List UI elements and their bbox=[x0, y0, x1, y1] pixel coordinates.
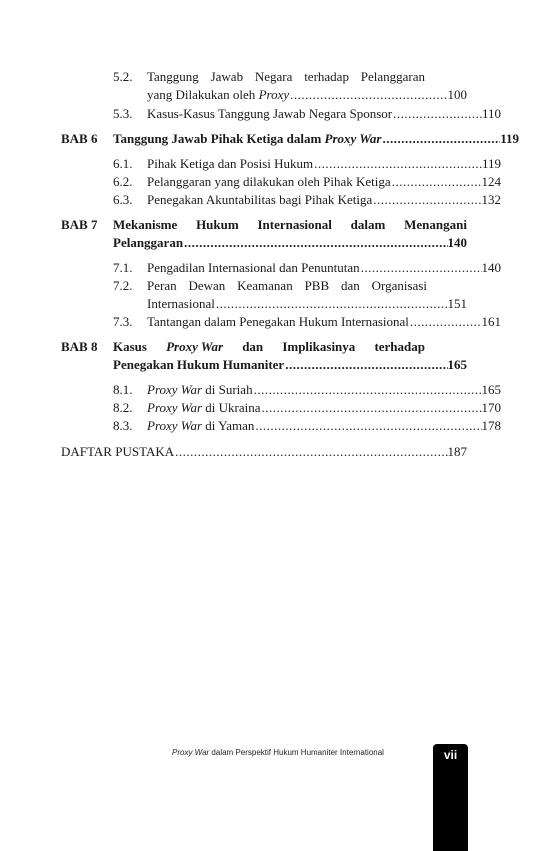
toc-entry-8-1[interactable] bbox=[113, 381, 501, 398]
toc-page-number: 178 bbox=[481, 418, 501, 433]
chapter-title-line2: Penegakan Hukum Humaniter ..... 165 bbox=[113, 356, 467, 373]
toc-title: Pengadilan Internasional dan Penuntutan bbox=[147, 260, 360, 275]
dot-leader bbox=[215, 295, 448, 312]
dot-leader bbox=[392, 105, 482, 122]
toc-page-number: 140 bbox=[481, 260, 501, 275]
dot-leader bbox=[382, 130, 501, 147]
toc-title: Proxy War di Yaman bbox=[147, 418, 255, 433]
toc-page-number: 119 bbox=[481, 156, 501, 171]
toc-page-number: 100 bbox=[447, 87, 467, 102]
dot-leader bbox=[360, 259, 482, 276]
dot-leader bbox=[183, 234, 447, 251]
chapter-title-line1: Kasus Proxy War dan Implikasinya terhadap bbox=[113, 339, 425, 354]
toc-page-number: 187 bbox=[447, 444, 467, 459]
toc-entry-7-3[interactable] bbox=[113, 313, 501, 330]
dot-leader bbox=[253, 381, 482, 398]
toc-title: Proxy War di Ukraina bbox=[147, 400, 261, 415]
toc-number: 7.1. bbox=[113, 260, 133, 275]
toc-entry-8-2[interactable] bbox=[113, 399, 501, 416]
toc-number: 6.3. bbox=[113, 192, 133, 207]
page-number-tab bbox=[433, 744, 468, 851]
toc-page-number: 132 bbox=[481, 192, 501, 207]
toc-title-line2: yang Dilakukan oleh Proxy ..... 100 bbox=[147, 86, 467, 103]
toc-title: DAFTAR PUSTAKA bbox=[61, 444, 175, 459]
toc-number: 8.1. bbox=[113, 382, 133, 397]
toc-entry-6-2[interactable] bbox=[113, 173, 501, 190]
dot-leader bbox=[254, 417, 481, 434]
dot-leader bbox=[391, 173, 482, 190]
toc-page-number: 165 bbox=[447, 357, 467, 372]
toc-page-number: 170 bbox=[481, 400, 501, 415]
chapter-number: BAB 7 bbox=[61, 217, 98, 232]
toc-entry-5-2[interactable] bbox=[113, 68, 467, 104]
toc-entry-8-3[interactable] bbox=[113, 417, 501, 434]
toc-page-number: 151 bbox=[447, 296, 467, 311]
toc-title: Tantangan dalam Penegakan Hukum Internasional bbox=[147, 314, 409, 329]
toc-title-line2: Internasional ..... 151 bbox=[147, 295, 467, 312]
dot-leader bbox=[174, 443, 447, 460]
toc-title: Penegakan Akuntabilitas bagi Pihak Ketiga bbox=[147, 192, 373, 207]
toc-title: Pihak Ketiga dan Posisi Hukum bbox=[147, 156, 314, 171]
toc-title: Pelanggaran yang dilakukan oleh Pihak Ketiga bbox=[147, 174, 391, 189]
chapter-title-line2: Pelanggaran ..... 140 bbox=[113, 234, 467, 251]
dot-leader bbox=[284, 356, 447, 373]
toc-title: Kasus-Kasus Tanggung Jawab Negara Sponsor bbox=[147, 106, 393, 121]
toc-number: 5.3. bbox=[113, 106, 133, 121]
toc-bibliography[interactable] bbox=[61, 443, 467, 460]
toc-number: 8.2. bbox=[113, 400, 133, 415]
chapter-number: BAB 8 bbox=[61, 339, 98, 354]
toc-chapter-6[interactable] bbox=[61, 130, 519, 147]
toc-chapter-8[interactable] bbox=[61, 338, 467, 374]
dot-leader bbox=[289, 86, 447, 103]
chapter-title: Tanggung Jawab Pihak Ketiga dalam Proxy War bbox=[113, 131, 382, 146]
dot-leader bbox=[261, 399, 482, 416]
dot-leader bbox=[372, 191, 481, 208]
toc-title-line1: Tanggung Jawab Negara terhadap Pelanggaran bbox=[147, 69, 425, 84]
toc-entry-7-2[interactable] bbox=[113, 277, 467, 313]
page-number: vii bbox=[443, 748, 458, 762]
toc-entry-6-1[interactable] bbox=[113, 155, 501, 172]
toc-entry-6-3[interactable] bbox=[113, 191, 501, 208]
dot-leader bbox=[409, 313, 482, 330]
toc-page-number: 165 bbox=[481, 382, 501, 397]
toc-chapter-7[interactable] bbox=[61, 216, 467, 252]
running-footer: Proxy War dalam Perspektif Hukum Humaniter International bbox=[172, 748, 384, 757]
toc-number: 7.2. bbox=[113, 278, 133, 293]
chapter-title-line1: Mekanisme Hukum Internasional dalam Menangani bbox=[113, 217, 467, 232]
toc-entry-7-1[interactable] bbox=[113, 259, 501, 276]
toc-number: 5.2. bbox=[113, 69, 133, 84]
chapter-number: BAB 6 bbox=[61, 131, 98, 146]
toc-number: 7.3. bbox=[113, 314, 133, 329]
toc-page-number: 119 bbox=[500, 131, 519, 146]
toc-number: 8.3. bbox=[113, 418, 133, 433]
toc-page-number: 110 bbox=[481, 106, 501, 121]
dot-leader bbox=[313, 155, 482, 172]
toc-title-line1: Peran Dewan Keamanan PBB dan Organisasi bbox=[147, 278, 427, 293]
toc-page-number: 161 bbox=[481, 314, 501, 329]
toc-page-number: 140 bbox=[447, 235, 467, 250]
toc-entry-5-3[interactable] bbox=[113, 105, 501, 122]
toc-page-number: 124 bbox=[481, 174, 501, 189]
toc-title: Proxy War di Suriah bbox=[147, 382, 253, 397]
toc-number: 6.1. bbox=[113, 156, 133, 171]
toc-number: 6.2. bbox=[113, 174, 133, 189]
